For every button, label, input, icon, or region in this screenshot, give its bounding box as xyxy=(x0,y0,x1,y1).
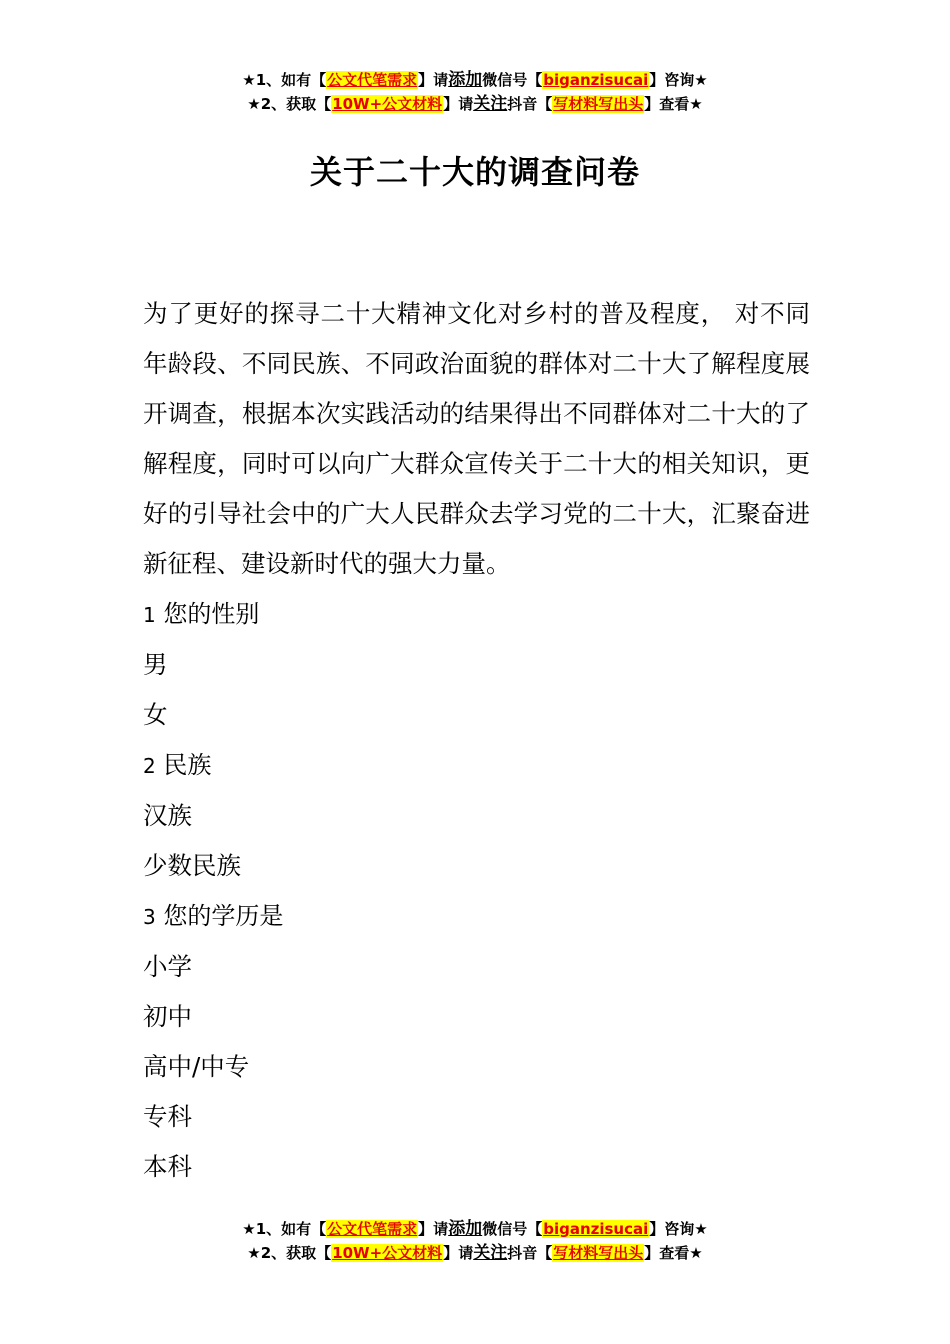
banner-line-2: ★2、获取【10W+公文材料】请关注抖音【写材料写出头】查看★ xyxy=(247,94,703,114)
question-3: 3 您的学历是 xyxy=(143,902,284,930)
option-q3-bachelor: 本科 xyxy=(143,1152,192,1181)
banner-highlight-service: 公文代笔需求 xyxy=(327,71,418,89)
option-q2-han: 汉族 xyxy=(143,801,192,830)
banner-line-1: ★1、如有【公文代笔需求】请添加微信号【biganzisucai】咨询★ xyxy=(242,70,708,90)
option-q1-female: 女 xyxy=(143,700,168,729)
option-q3-college: 专科 xyxy=(143,1102,192,1131)
banner-highlight-service: 公文代笔需求 xyxy=(327,1220,418,1238)
option-q3-junior: 初中 xyxy=(143,1002,192,1031)
document-title: 关于二十大的调查问卷 xyxy=(309,153,640,191)
banner-highlight-materials: 10W+公文材料 xyxy=(332,1244,443,1262)
option-q1-male: 男 xyxy=(143,650,168,679)
banner-line-1: ★1、如有【公文代笔需求】请添加微信号【biganzisucai】咨询★ xyxy=(242,1219,708,1239)
banner-highlight-wechat-id: biganzisucai xyxy=(543,1220,649,1238)
banner-highlight-materials: 10W+公文材料 xyxy=(332,95,443,113)
option-q3-primary: 小学 xyxy=(143,952,192,981)
header-banner xyxy=(0,68,950,116)
intro-paragraph: 为了更好的探寻二十大精神文化对乡村的普及程度， 对不同年龄段、不同民族、不同政治面貌的群体对二十大了解程度展开调查，根据本次实践活动的结果得出不同群体对二十大的了解程度，同时可以向广大群众宣传关于二十大的相关知识，更好的引导社会中的广大人民群众去学习党的二十大，汇聚奋进新征程、建设新时代的强大力量。 xyxy=(143,299,810,578)
question-2: 2 民族 xyxy=(143,751,212,779)
question-1: 1 您的性别 xyxy=(143,600,260,628)
footer-banner xyxy=(0,1217,950,1265)
banner-highlight-douyin-account: 写材料写出头 xyxy=(553,95,644,113)
banner-highlight-wechat-id: biganzisucai xyxy=(543,71,649,89)
option-q3-senior: 高中/中专 xyxy=(143,1052,250,1081)
option-q2-minority: 少数民族 xyxy=(143,851,241,880)
banner-line-2: ★2、获取【10W+公文材料】请关注抖音【写材料写出头】查看★ xyxy=(247,1243,703,1263)
document-body xyxy=(143,289,810,1192)
banner-highlight-douyin-account: 写材料写出头 xyxy=(553,1244,644,1262)
